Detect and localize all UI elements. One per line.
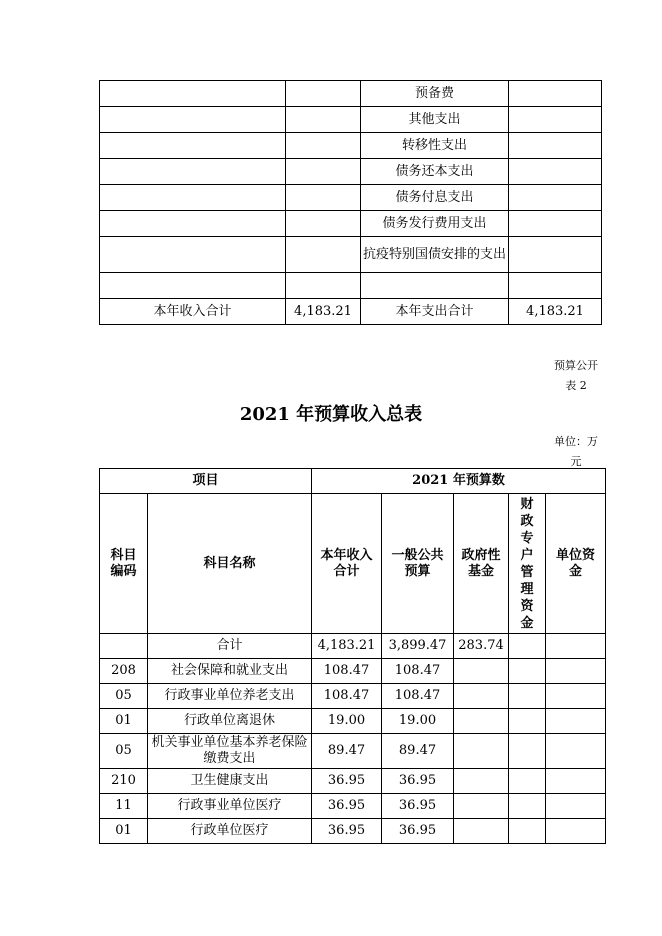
- gov-fund-cell: [454, 659, 509, 684]
- unit-fund-cell: [546, 634, 606, 659]
- unit-note: [548, 432, 604, 472]
- expense-amount-cell: [509, 107, 602, 133]
- code-cell: [100, 634, 148, 659]
- expense-item-cell: 其他支出: [361, 107, 509, 133]
- income-total-amount: 4,183.21: [286, 299, 361, 325]
- name-cell: 机关事业单位基本养老保险缴费支出: [148, 734, 312, 769]
- expense-item-cell: 债务付息支出: [361, 185, 509, 211]
- general-budget-cell: 36.95: [382, 769, 454, 794]
- sum-row: [100, 634, 606, 659]
- income-item-cell: [100, 81, 286, 107]
- code-cell: 210: [100, 769, 148, 794]
- general-budget-cell: 108.47: [382, 659, 454, 684]
- note-line: 元: [570, 455, 582, 468]
- expense-item-cell: 抗疫特别国债安排的支出: [361, 237, 509, 273]
- table-row: [100, 659, 606, 684]
- expense-total-label: 本年支出合计: [361, 299, 509, 325]
- header-gov-fund-text: 政府性基金: [461, 547, 501, 579]
- code-cell: 01: [100, 709, 148, 734]
- special-fund-cell: [509, 769, 546, 794]
- expense-amount-cell: [509, 211, 602, 237]
- header-total-income: [312, 494, 382, 634]
- total-income-cell: 36.95: [312, 819, 382, 844]
- table-row: [100, 769, 606, 794]
- table-row: [100, 273, 602, 299]
- code-cell: 11: [100, 794, 148, 819]
- income-item-cell: [100, 107, 286, 133]
- income-amount-cell: [286, 211, 361, 237]
- table-row: [100, 237, 602, 273]
- income-item-cell: [100, 211, 286, 237]
- page-title: 2021 年预算收入总表: [239, 404, 423, 425]
- code-cell: 208: [100, 659, 148, 684]
- name-cell: 卫生健康支出: [148, 769, 312, 794]
- total-income-cell: 36.95: [312, 769, 382, 794]
- general-budget-cell: 19.00: [382, 709, 454, 734]
- special-fund-cell: [509, 794, 546, 819]
- gov-fund-cell: [454, 684, 509, 709]
- header-gov-fund: [454, 494, 509, 634]
- income-expense-summary-table: [99, 80, 602, 325]
- gov-fund-cell: [454, 769, 509, 794]
- income-amount-cell: [286, 107, 361, 133]
- note-line: 单位：万: [554, 435, 598, 448]
- gov-fund-cell: [454, 819, 509, 844]
- header-row: [100, 469, 606, 494]
- header-budget-group: 2021 年预算数: [312, 469, 606, 494]
- unit-fund-cell: [546, 769, 606, 794]
- income-amount-cell: [286, 273, 361, 299]
- gov-fund-cell: [454, 734, 509, 769]
- table-row: [100, 794, 606, 819]
- total-income-cell: 4,183.21: [312, 634, 382, 659]
- total-income-cell: 108.47: [312, 659, 382, 684]
- table-row: [100, 684, 606, 709]
- gov-fund-cell: 283.74: [454, 634, 509, 659]
- special-fund-cell: [509, 659, 546, 684]
- income-amount-cell: [286, 159, 361, 185]
- special-fund-cell: [509, 734, 546, 769]
- expense-amount-cell: [509, 81, 602, 107]
- header-code: [100, 494, 148, 634]
- code-cell: 01: [100, 819, 148, 844]
- special-fund-cell: [509, 634, 546, 659]
- unit-fund-cell: [546, 734, 606, 769]
- total-income-cell: 108.47: [312, 684, 382, 709]
- table-row: [100, 107, 602, 133]
- expense-item-cell: 转移性支出: [361, 133, 509, 159]
- name-cell: 行政事业单位医疗: [148, 794, 312, 819]
- income-item-cell: [100, 133, 286, 159]
- unit-fund-cell: [546, 819, 606, 844]
- income-item-cell: [100, 185, 286, 211]
- general-budget-cell: 89.47: [382, 734, 454, 769]
- unit-fund-cell: [546, 659, 606, 684]
- note-line: 表 2: [565, 379, 587, 392]
- special-fund-cell: [509, 684, 546, 709]
- name-cell: 合计: [148, 634, 312, 659]
- unit-fund-cell: [546, 684, 606, 709]
- header-general-budget-text: 一般公共预算: [391, 547, 444, 579]
- income-total-label: 本年收入合计: [100, 299, 286, 325]
- header-special-fund: [509, 494, 546, 634]
- table-row: [100, 211, 602, 237]
- income-amount-cell: [286, 237, 361, 273]
- special-fund-cell: [509, 709, 546, 734]
- table-row: [100, 734, 606, 769]
- gov-fund-cell: [454, 794, 509, 819]
- total-income-cell: 19.00: [312, 709, 382, 734]
- unit-fund-cell: [546, 709, 606, 734]
- total-row: [100, 299, 602, 325]
- expense-total-amount: 4,183.21: [509, 299, 602, 325]
- total-income-cell: 89.47: [312, 734, 382, 769]
- expense-amount-cell: [509, 133, 602, 159]
- income-item-cell: [100, 273, 286, 299]
- header-project: 项目: [100, 469, 312, 494]
- header-unit-fund-text: 单位资金: [556, 547, 596, 579]
- table-row: [100, 81, 602, 107]
- table-row: [100, 709, 606, 734]
- name-cell: 社会保障和就业支出: [148, 659, 312, 684]
- unit-fund-cell: [546, 794, 606, 819]
- expense-item-cell: 预备费: [361, 81, 509, 107]
- header-general-budget: [382, 494, 454, 634]
- total-income-cell: 36.95: [312, 794, 382, 819]
- table-row: [100, 159, 602, 185]
- table-number-note: [548, 356, 604, 396]
- table-row: [100, 819, 606, 844]
- expense-item-cell: 债务发行费用支出: [361, 211, 509, 237]
- income-amount-cell: [286, 133, 361, 159]
- name-cell: 行政事业单位养老支出: [148, 684, 312, 709]
- expense-amount-cell: [509, 273, 602, 299]
- table-row: [100, 133, 602, 159]
- name-cell: 行政单位医疗: [148, 819, 312, 844]
- expense-amount-cell: [509, 185, 602, 211]
- header-special-fund-text: 财政专户管理资金: [520, 496, 534, 631]
- general-budget-cell: 3,899.47: [382, 634, 454, 659]
- general-budget-cell: 108.47: [382, 684, 454, 709]
- income-amount-cell: [286, 185, 361, 211]
- header-code-text: 科目编码: [110, 547, 137, 579]
- note-line: 预算公开: [554, 359, 598, 372]
- general-budget-cell: 36.95: [382, 794, 454, 819]
- header-total-income-text: 本年收入合计: [320, 547, 373, 579]
- name-cell: 行政单位离退休: [148, 709, 312, 734]
- general-budget-cell: 36.95: [382, 819, 454, 844]
- expense-amount-cell: [509, 159, 602, 185]
- budget-income-table: [99, 468, 606, 844]
- header-unit-fund: [546, 494, 606, 634]
- expense-item-cell: 债务还本支出: [361, 159, 509, 185]
- gov-fund-cell: [454, 709, 509, 734]
- income-item-cell: [100, 237, 286, 273]
- header-row: [100, 494, 606, 634]
- income-item-cell: [100, 159, 286, 185]
- income-amount-cell: [286, 81, 361, 107]
- expense-item-cell: [361, 273, 509, 299]
- table-row: [100, 185, 602, 211]
- code-cell: 05: [100, 734, 148, 769]
- special-fund-cell: [509, 819, 546, 844]
- header-name: 科目名称: [148, 494, 312, 634]
- expense-amount-cell: [509, 237, 602, 273]
- code-cell: 05: [100, 684, 148, 709]
